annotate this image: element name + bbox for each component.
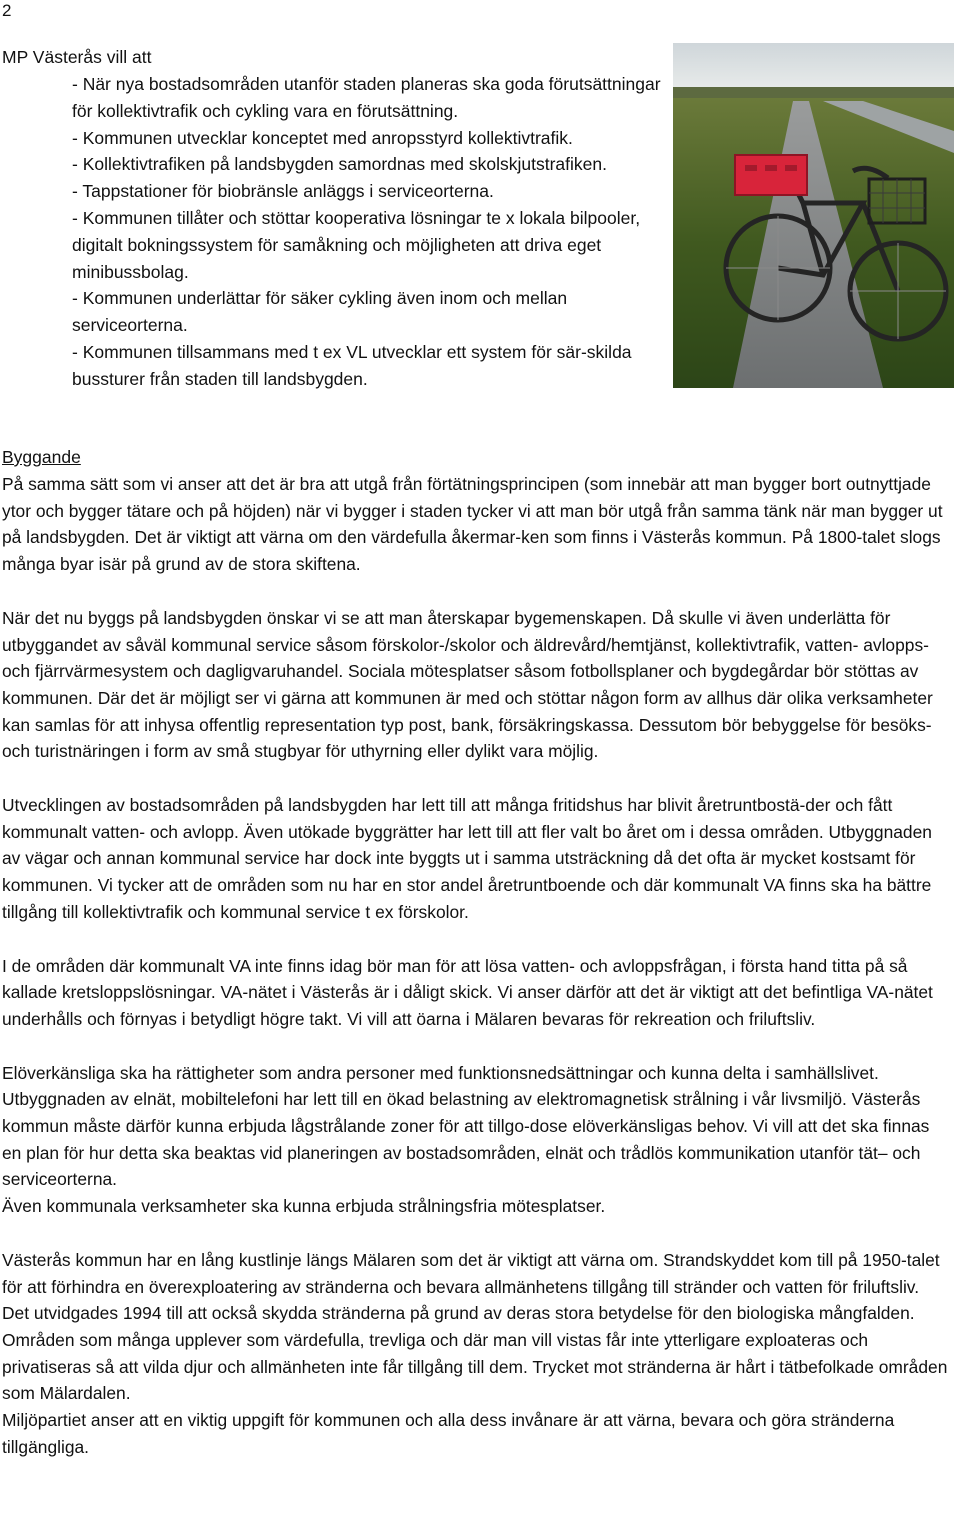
paragraph: På samma sätt som vi anser att det är bra att utgå från förtätningsprincipen (som innebär att man bygger bort outnyttjade ytor och bygger tätare och på höjden) när vi bygger i staden tycker vi att man bör utgå från samma tänk när man bygger ut på landsbygden. Det är viktigt att värna om den värdefulla åkermar-ken som finns i Västerås kommun. På 1800-talet slogs många byar isär på grund av de stora skiftena. (2, 474, 943, 575)
crate-slots (745, 165, 797, 171)
list-item: - När nya bostadsområden utanför staden planeras ska goda förutsättningar för kollektivtrafik och cykling vara en förutsättning. (72, 74, 661, 121)
paragraph: Utvecklingen av bostadsområden på landsbygden har lett till att många fritidshus har blivit åretruntbostä-der och fått kommunalt vatten- och avlopp. Även utökade byggrätter har lett till att fler valt bo året om i dessa områden. Utbyggnaden av vägar och annan kommunal service har dock inte byggts ut i samma utsträckning då det ofta är mycket kostsamt för kommunen. Vi tycker att de områden som nu har en stor andel åretruntboende och där kommunalt VA finns ska ha bättre tillgång till kollektivtrafik och kommunal service t ex förskolor. (2, 795, 932, 922)
paragraph: Även kommunala verksamheter ska kunna erbjuda strålningsfria mötesplatser. (2, 1196, 606, 1217)
section-body (2, 471, 950, 1461)
paragraph: När det nu byggs på landsbygden önskar vi se att man återskapar bygemenskapen. Då skulle vi även underlätta för utbyggandet av såväl kommunal service såsom förskolor-/skolor och äldrevård/hemtjänst, kollektivtrafik, vatten- avlopps- och fjärrvärmesystem och dagligvaruhandel. Sociala mötesplatser såsom fotbollsplaner och bygdegårdar bör stöttas av kommunen. Där det är möjligt ser vi gärna att kommunen är med och stöttar någon form av allhus där olika verksamheter kan samlas för att inhysa offentlig representation typ post, bank, försäkringskassa. Dessutom bör bebyggelse för besöks- och turistnäringen i form av små stugbyar för uthyrning eller dylikt vara möjlig. (2, 607, 933, 762)
list-item: - Kommunen underlättar för säker cykling även inom och mellan serviceorterna. (72, 288, 568, 336)
bicycle-illustration (673, 43, 954, 388)
paragraph: I de områden där kommunalt VA inte finns idag bör man för att lösa vatten- och avloppsfrågan, i första hand titta på så kallade kretsloppslösningar. VA-nätet i Västerås är i dåligt skick. Vi anser därför att det är viktigt att det befintliga VA-nätet underhålls och förnyas i betydligt högre takt. Vi vill att öarna i Mälaren bevaras för rekreation och friluftsliv. (2, 955, 933, 1029)
list-item: - Kommunen tillsammans med t ex VL utvecklar ett system för sär-skilda bussturer från staden till landsbygden. (72, 341, 632, 389)
paragraph: Västerås kommun har en lång kustlinje längs Mälaren som det är viktigt att värna om. Strandskyddet kom till på 1950-talet för att förhindra en överexploatering av stränderna och bevara allmänhetens tillgång till stränder och vatten för friluftsliv. Det utvidgades 1994 till att också skydda stränderna på grund av deras stora betydelse för den biologiska mångfalden. Områden som många upplever som värdefulla, trevliga och där man vill vistas får inte ytterligare exploateras och privatiseras så att vilda djur och allmänheten inte får tillgång till dem. Trycket mot stränderna är hårt i tätbefolkade områden som Mälardalen. (2, 1249, 948, 1404)
red-crate (735, 155, 807, 195)
page-number: 2 (2, 1, 12, 20)
list-item: - Kollektivtrafiken på landsbygden samordnas med skolskjutstrafiken. (72, 154, 607, 175)
intro-heading: MP Västerås vill att (2, 47, 152, 67)
bicycle-photo (673, 43, 954, 388)
section-heading-byggande: Byggande (2, 447, 81, 467)
intro-demands-list (72, 71, 672, 393)
list-item: - Kommunen tillåter och stöttar kooperativa lösningar te x lokala bilpooler, digitalt bokningssystem för samåkning och möjligheten att driva eget minibussbolag. (72, 207, 641, 282)
paragraph: Miljöpartiet anser att en viktig uppgift för kommunen och alla dess invånare är att värna, bevara och göra stränderna tillgängliga. (2, 1410, 895, 1457)
paragraph: Elöverkänsliga ska ha rättigheter som andra personer med funktionsnedsättningar och kunna delta i samhällslivet. Utbyggnaden av elnät, mobiltelefoni har lett till en ökad belastning av elektromagnetisk strålning i vår livsmiljö. Västerås kommun måste därför kunna erbjuda lågstrålande zoner för att tillgo-dose elöverkänsligas behov. Vi vill att det ska finnas en plan för hur detta ska beaktas vid planeringen av bostadsområden, elnät och trådlös kommunikation utanför tät– och serviceorterna. (2, 1062, 930, 1190)
list-item: - Kommunen utvecklar konceptet med anropsstyrd kollektivtrafik. (72, 127, 573, 148)
list-item: - Tappstationer för biobränsle anläggs i serviceorterna. (72, 181, 494, 202)
